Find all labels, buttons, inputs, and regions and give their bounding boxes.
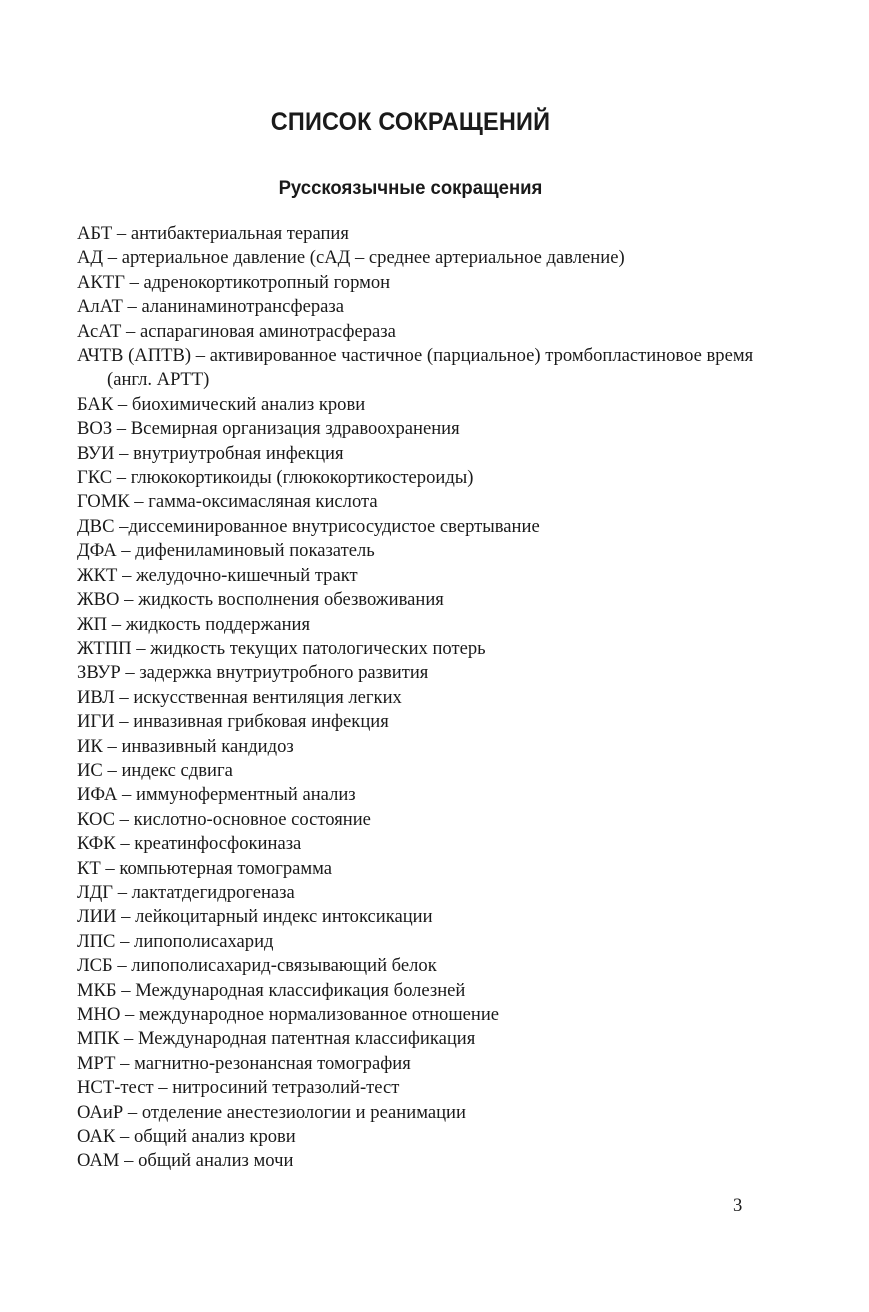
page-title: СПИСОК СОКРАЩЕНИЙ <box>270 108 551 136</box>
abbreviation-separator: – <box>114 686 134 708</box>
abbreviation-separator: – <box>116 979 136 1001</box>
abbreviation-separator: – <box>117 784 136 806</box>
abbreviation-separator: – <box>131 637 151 659</box>
abbreviation-entry <box>77 1149 757 1173</box>
abbreviation-separator: – <box>113 881 132 903</box>
section-subtitle: Русскоязычные сокращения <box>278 177 543 199</box>
abbreviation-separator: – <box>102 735 122 757</box>
abbreviation-definition: глюкокортикоиды (глюкокортикостероиды) <box>130 467 474 489</box>
abbreviation-entry <box>77 417 757 441</box>
abbreviation-entry <box>77 637 757 661</box>
abbreviation-definition: адренокортикотропный гормон <box>143 271 391 293</box>
page-number: 3 <box>733 1195 743 1216</box>
abbreviation-entry <box>77 930 757 954</box>
abbreviation-definition: международное нормализованное отношение <box>138 1004 500 1025</box>
abbreviation-definition: аспарагиновая аминотрасфераза <box>139 320 396 342</box>
abbreviation-entry <box>77 1101 757 1125</box>
abbreviation-entry <box>77 783 757 807</box>
abbreviation-term: ГОМК <box>77 491 130 513</box>
abbreviation-definition: артериальное давление (сАД – среднее артериальное давление) <box>121 247 625 269</box>
abbreviation-definition: нитросиний тетразолий-тест <box>172 1077 400 1099</box>
abbreviation-definition: диссеминированное внутрисосудистое свертывание <box>128 515 540 537</box>
abbreviation-separator: – <box>112 955 132 977</box>
abbreviation-term: БАК <box>77 393 114 415</box>
abbreviation-separator: – <box>117 564 137 586</box>
abbreviation-separator: – <box>191 345 210 367</box>
abbreviation-definition: задержка внутриутробного развития <box>139 662 429 684</box>
abbreviation-definition: желудочно-кишечный тракт <box>136 564 358 586</box>
abbreviation-term: ИС <box>77 759 103 781</box>
abbreviation-separator: – <box>122 296 142 318</box>
abbreviation-separator: – <box>129 491 149 513</box>
abbreviation-separator: – <box>115 808 134 830</box>
abbreviation-separator: – <box>114 515 129 537</box>
abbreviation-separator: – <box>120 1004 139 1025</box>
abbreviation-term: АКТГ <box>77 271 125 293</box>
abbreviation-definition: инвазивный кандидоз <box>121 735 294 757</box>
abbreviation-definition: Международная классификация болезней <box>135 979 466 1001</box>
abbreviation-entry <box>77 539 757 563</box>
abbreviation-term: АлАТ <box>77 296 123 318</box>
abbreviation-definition: жидкость поддержания <box>125 613 311 635</box>
abbreviation-term: ЖКТ <box>77 564 118 586</box>
abbreviation-definition: аланинаминотрансфераза <box>141 296 345 318</box>
abbreviation-term: ГКС <box>77 467 113 489</box>
abbreviation-term: ОАиР <box>77 1101 124 1123</box>
abbreviation-definition: инвазивная грибковая инфекция <box>133 711 389 733</box>
abbreviation-entry <box>77 979 757 1003</box>
abbreviation-definition: магнитно-резонансная томография <box>134 1052 411 1074</box>
abbreviation-separator: – <box>115 1052 135 1074</box>
abbreviation-term: АсАТ <box>77 320 122 342</box>
abbreviation-entry <box>77 490 757 514</box>
abbreviation-entry <box>77 613 757 637</box>
abbreviation-entry <box>77 710 757 734</box>
abbreviation-definition: антибактериальная терапия <box>130 223 349 244</box>
abbreviation-entry <box>77 295 757 319</box>
abbreviation-separator: – <box>100 857 120 879</box>
abbreviation-definition: лактатдегидрогеназа <box>131 881 295 903</box>
abbreviation-entry <box>77 954 757 978</box>
abbreviation-separator: – <box>112 418 131 440</box>
abbreviation-separator: – <box>119 1028 138 1050</box>
abbreviation-entry <box>77 905 757 929</box>
abbreviation-entry <box>77 588 757 612</box>
abbreviation-separator: – <box>112 467 131 489</box>
abbreviation-definition: биохимический анализ крови <box>131 393 366 415</box>
abbreviation-entry <box>77 442 757 466</box>
abbreviation-entry <box>77 564 757 588</box>
abbreviation-term: ИВЛ <box>77 686 115 708</box>
abbreviation-term: ИК <box>77 735 103 757</box>
abbreviation-term: ВУИ <box>77 442 115 464</box>
abbreviation-definition: общий анализ крови <box>133 1126 296 1148</box>
abbreviation-entry <box>77 1052 757 1076</box>
abbreviation-list <box>77 222 757 1174</box>
abbreviation-entry <box>77 1125 757 1149</box>
abbreviation-entry <box>77 466 757 490</box>
abbreviation-term: ЖП <box>77 613 108 635</box>
abbreviation-definition: иммуноферментный анализ <box>135 784 356 806</box>
abbreviation-separator: – <box>112 223 131 244</box>
abbreviation-entry <box>77 661 757 685</box>
abbreviation-definition: жидкость восполнения обезвоживания <box>138 589 444 611</box>
abbreviation-entry <box>77 515 757 539</box>
abbreviation-entry <box>77 393 757 417</box>
abbreviation-definition: жидкость текущих патологических потерь <box>150 637 486 659</box>
abbreviation-entry <box>77 1027 757 1051</box>
abbreviation-definition: общий анализ мочи <box>138 1150 294 1172</box>
abbreviation-term: НСТ-тест <box>77 1077 154 1099</box>
abbreviation-term: АЧТВ (АПТВ) <box>77 345 192 367</box>
abbreviation-definition: отделение анестезиологии и реанимации <box>141 1101 466 1123</box>
abbreviation-term: ЛИИ <box>77 906 117 928</box>
abbreviation-entry <box>77 808 757 832</box>
abbreviation-term: КФК <box>77 833 116 855</box>
abbreviation-term: ИФА <box>77 784 118 806</box>
abbreviation-separator: – <box>119 1150 139 1172</box>
abbreviation-term: МРТ <box>77 1052 116 1074</box>
abbreviation-separator: – <box>116 540 136 562</box>
abbreviation-separator: – <box>114 442 134 464</box>
abbreviation-entry <box>77 759 757 783</box>
abbreviation-definition: лейкоцитарный индекс интоксикации <box>135 906 433 928</box>
abbreviation-definition: компьютерная томограмма <box>119 857 333 879</box>
abbreviation-entry <box>77 881 757 905</box>
abbreviation-definition: активированное частичное (парциальное) тромбопластиновое время (англ. APTT) <box>107 345 754 391</box>
abbreviation-term: ЗВУР <box>77 662 121 684</box>
abbreviation-separator: – <box>123 1101 142 1123</box>
abbreviation-term: КОС <box>77 808 115 830</box>
abbreviation-entry <box>77 832 757 856</box>
abbreviation-separator: – <box>115 1126 134 1148</box>
abbreviation-separator: – <box>124 271 144 293</box>
abbreviation-entry <box>77 222 757 246</box>
abbreviation-term: ЛСБ <box>77 955 113 977</box>
abbreviation-term: ЖВО <box>77 589 120 611</box>
abbreviation-definition: липополисахарид <box>134 930 274 952</box>
abbreviation-entry <box>77 344 757 393</box>
abbreviation-definition: искусственная вентиляция легких <box>133 686 402 708</box>
abbreviation-entry <box>77 857 757 881</box>
abbreviation-term: ОАК <box>77 1126 116 1148</box>
abbreviation-term: МКБ <box>77 979 117 1001</box>
abbreviation-definition: индекс сдвига <box>121 759 233 781</box>
abbreviation-definition: дифениламиновый показатель <box>135 540 375 562</box>
abbreviation-definition: креатинфосфокиназа <box>134 833 302 855</box>
abbreviation-entry <box>77 271 757 295</box>
abbreviation-entry <box>77 686 757 710</box>
abbreviation-term: ОАМ <box>77 1150 120 1172</box>
abbreviation-term: ДВС <box>77 515 115 537</box>
abbreviation-separator: – <box>102 759 122 781</box>
abbreviation-entry <box>77 735 757 759</box>
abbreviation-definition: липополисахарид-связывающий белок <box>131 955 437 977</box>
abbreviation-term: МНО <box>77 1004 121 1025</box>
abbreviation-definition: внутриутробная инфекция <box>133 442 344 464</box>
abbreviation-definition: Всемирная организация здравоохранения <box>130 418 460 440</box>
abbreviation-separator: – <box>113 393 132 415</box>
abbreviation-term: ИГИ <box>77 711 115 733</box>
abbreviation-term: КТ <box>77 857 101 879</box>
abbreviation-definition: гамма-оксимасляная кислота <box>148 491 378 513</box>
abbreviation-definition: Международная патентная классификация <box>137 1028 476 1050</box>
abbreviation-term: ВОЗ <box>77 418 113 440</box>
abbreviation-term: МПК <box>77 1028 120 1050</box>
abbreviation-term: ЛДГ <box>77 881 114 903</box>
abbreviation-term: АД <box>77 247 104 269</box>
abbreviation-separator: – <box>153 1077 173 1099</box>
abbreviation-entry <box>77 246 757 270</box>
abbreviation-separator: – <box>115 930 135 952</box>
abbreviation-entry <box>77 1076 757 1100</box>
abbreviation-term: ДФА <box>77 540 117 562</box>
abbreviation-separator: – <box>115 833 135 855</box>
abbreviation-term: ЛПС <box>77 930 116 952</box>
abbreviation-separator: – <box>121 320 140 342</box>
abbreviation-separator: – <box>107 613 126 635</box>
abbreviation-term: АБТ <box>77 223 113 244</box>
abbreviation-separator: – <box>103 247 122 269</box>
abbreviation-separator: – <box>120 662 140 684</box>
abbreviation-term: ЖТПП <box>77 637 132 659</box>
abbreviation-definition: кислотно-основное состояние <box>133 808 371 830</box>
abbreviation-separator: – <box>119 589 139 611</box>
abbreviation-entry <box>77 320 757 344</box>
abbreviation-entry <box>77 1003 757 1027</box>
abbreviation-separator: – <box>114 711 134 733</box>
abbreviation-separator: – <box>116 906 136 928</box>
